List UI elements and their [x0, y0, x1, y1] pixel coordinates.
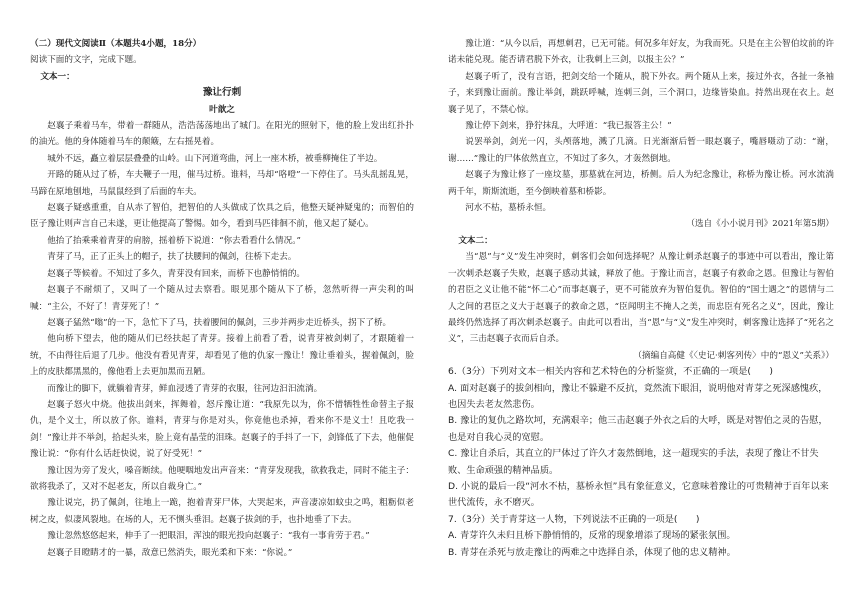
- question-6-option-c: C. 豫让自杀后，其直立的尸体过了许久才轰然倒地，这一超现实的手法，表现了豫让不甘失败、生命顽强的精神品质。: [448, 448, 819, 476]
- paragraph: 豫让因为旁了发火，嗓音断续。他哽咽地发出声音来：“青芽发现我，欲救我走，同时不能主子：欲将我杀了，又对不起老友，所以自裁身亡。”: [30, 465, 414, 492]
- paragraph: 豫让忽然悠悠起来，伸手了一把眼泪，浑浊的眼光投向赵襄子：“我有一事肯劳于君。”: [47, 531, 370, 542]
- story-title: 豫让行刺: [202, 87, 242, 99]
- instruction: 阅读下面的文字，完成下题。: [30, 55, 142, 66]
- paragraph: 开路的随从过了桥，车夫鞭子一甩，催马过桥。谁料，马却“咯噔”一下停住了。马头乱摇乱晃，马蹄在原地刨地，马鼠鼠经到了后面的车夫。: [30, 170, 414, 197]
- paragraph: 豫让说完，扔了佩剑，往地上一跪，抱着青芽尸体，大哭起来，声音凄凉如蚊虫之鸣，粗粝似老树之皮，似凄风裂地。在场的人，无不恻头垂泪。赵襄子拔剑的手，也扑地垂了下去。: [30, 498, 414, 525]
- paragraph: 赵襄子等候着。不知过了多久，青芽没有回来，而桥下也静悄悄的。: [47, 268, 306, 279]
- paragraph: 赵襄子怒火中烧。他拔出剑来，挥舞着，怒斥豫让道：“我原先以为，你不惜牺牲性命替主子报仇，是个义士，所以放了你。谁料，青芽与你是对头，你竟他也杀掉，看来你不是义士！且吃我一剑！”豫让并不举剑，拾起头来，脸上竟有晶莹的泪珠。赵襄子的手抖了一下，剑锋低了下去，他催促豫让说：“你有什么话赶快说，说了好受死！”: [30, 399, 414, 460]
- paragraph: 赵襄子疑惑重重，自从赤了智伯，把智伯的人头做成了饮具之后，他整天疑神疑鬼的；而智伯的臣子豫让则声言自己未遂，更让他提高了警惕。如今，看到马匹徘徊不前，他又起了疑心。: [30, 203, 414, 230]
- question-6-option-a: A. 面对赵襄子的拔剑相向，豫让不躲避不反抗，竟然流下眼泪，说明他对青芽之死深感愧疚，也因失去老友然悲伤。: [448, 382, 828, 410]
- paragraph: 他抬了抬乘乘着青芽的肩膀，摇着桥下说道：“你去看看什么情况。”: [47, 235, 301, 246]
- paragraph: 赵襄子猛然“嗡”的一下，急忙下了马，扶着腰间的佩剑，三步并两步走近桥头，拐下了桥。: [47, 317, 392, 328]
- question-7-option-a: A. 青芽许久未归且桥下静悄悄的，反常的现象增添了现场的紧张氛围。: [448, 530, 736, 542]
- text2-label: 文本二：: [458, 235, 493, 246]
- source-citation: （选自《小小说月刊》2021年第5期）: [686, 219, 834, 230]
- paragraph: 他向桥下望去，他的随从们已经扶起了青芽。接着上前看了看，说青芽被剑刺了，才跟随着一统，不由得往后退了几步。他没有看见青芽，却看见了他的仇家一豫让！豫让垂着头，握着佩剑，脸上的皮肤都黑黑的，像他看上去更加黑而丑陋。: [30, 334, 414, 378]
- text1-label: 文本一：: [40, 71, 75, 82]
- source-citation-2: （摘编自高健《〈史记·刺客列传〉中的“恩义”关系》）: [633, 350, 834, 361]
- question-6-option-d: D. 小说的最后一段“河水不枯，墓桥永恒”具有象征意义，它意味着豫让的可贵精神于百年以来世代流传，永不磨灭。: [448, 480, 829, 509]
- paragraph: 而豫让的脚下，就躺着青芽，鲜血浸透了青芽的衣服，往河边汩汩流淌。: [47, 383, 323, 394]
- author: 叶歆之: [209, 104, 235, 115]
- paragraph: 当“恩”与“义”发生冲突时，刺客们会如何选择呢？从豫让刺杀赵襄子的事迹中可以看出，豫让第一次刺杀赵襄子失败，赵襄子感动其诚，释放了他。于豫让而言，赵襄子有救命之恩。但豫让与智伯的君臣之义让他不能“怀二心”而事赵襄子，更不可能放弃为智伯复仇。智伯的“国士遇之”的恩情与二人之间的君臣之义大于赵襄子的救命之恩，“臣闻明主不掩人之美，而忠臣有死名之义”，因此，豫让最终仍然选择了再次刺杀赵襄子。由此可以看出，当“恩”与“义”发生冲突时，刺客豫让选择了“死名之义”，三击赵襄子衣而后自杀。: [448, 252, 834, 345]
- paragraph: 赵襄子听了，没有言语，把剑交给一个随从，脱下外衣。两个随从上来，接过外衣，各扯一条袖子，来到豫让面前。豫让举剑，跳跃呼喊，连刺三剑，三个洞口，边缘皆染血。持然出现在衣上。赵襄子见了，不禁心惊。: [448, 71, 834, 115]
- question-6-stem: 6.（3分）下列对文本一相关内容和艺术特色的分析鉴赏，不正确的一项是( ): [448, 366, 773, 378]
- paragraph: 豫让停下剑来，狰狞抹乱，大呼道：“我已报答主公！”: [465, 121, 672, 132]
- paragraph: 青芽了马，正了正头上的帽子，扶了扶腰间的佩剑，往桥下走去。: [47, 252, 297, 263]
- question-6-option-b: B. 豫让的复仇之路坎坷，充满艰辛；他三击赵襄子外衣之后的大呼，既是对智伯之灵的告慰，也是对自我心灵的宽慰。: [448, 415, 828, 443]
- left-column: [30, 36, 414, 561]
- question-7-option-b: B. 青芽在杀死与放走豫让的两难之中选择自杀，体现了他的忠义精神。: [448, 546, 736, 558]
- paragraph: 赵襄子不耐烦了，又叫了一个随从过去察看。眼见那个随从下了桥，忽然听得一声尖利的叫喊：“主公，不好了！青芽死了！”: [30, 285, 414, 312]
- question-7-stem: 7.（3分）关于青芽这一人物，下列说法不正确的一项是( ): [448, 513, 700, 525]
- paragraph: 豫让道：“从今以后，再想刺君，已无可能。何况多年好友，为我而死。只是在主公智伯坟前的许诺未能兑现。能否请君脱下外衣，让我刺上三剑，以报主公？”: [448, 39, 834, 66]
- right-column: [448, 36, 834, 561]
- paragraph: 城外不远，矗立着层层叠叠的山岭。山下河道弯曲，河上一座木桥，被垂柳掩住了半边。: [47, 153, 383, 164]
- paragraph: 赵襄子乘着马车，带着一群随从，浩浩荡荡地出了城门。在阳光的照射下，他的脸上发出红扑扑的油光。他的身体随着马车的颠簸，左右摇晃着。: [30, 121, 414, 148]
- paragraph: 河水不枯，墓桥永恒。: [465, 203, 552, 214]
- paragraph: 说罢举剑，剑光一闪，头颅落地，溅了几滴。日光渐渐后暂一眼赵襄子，嘴唇嗫动了动：“谢，谢……”豫让的尸体依然直立，不知过了多久，才轰然倒地。: [448, 137, 834, 164]
- section-heading: （二）现代文阅读Ⅱ（本题共4小题，18分）: [30, 39, 202, 49]
- paragraph: 赵襄子目瞪睛才的一暴，敌意已然消失，眼光柔和下来：“你说。”: [47, 547, 293, 558]
- paragraph: 赵襄子为豫让修了一座坟墓，那墓就在河边，桥侧。后人为纪念豫让，称桥为豫让桥。河水流淌两千年，斯斯流逝，至今倒映着墓和桥影。: [448, 170, 834, 197]
